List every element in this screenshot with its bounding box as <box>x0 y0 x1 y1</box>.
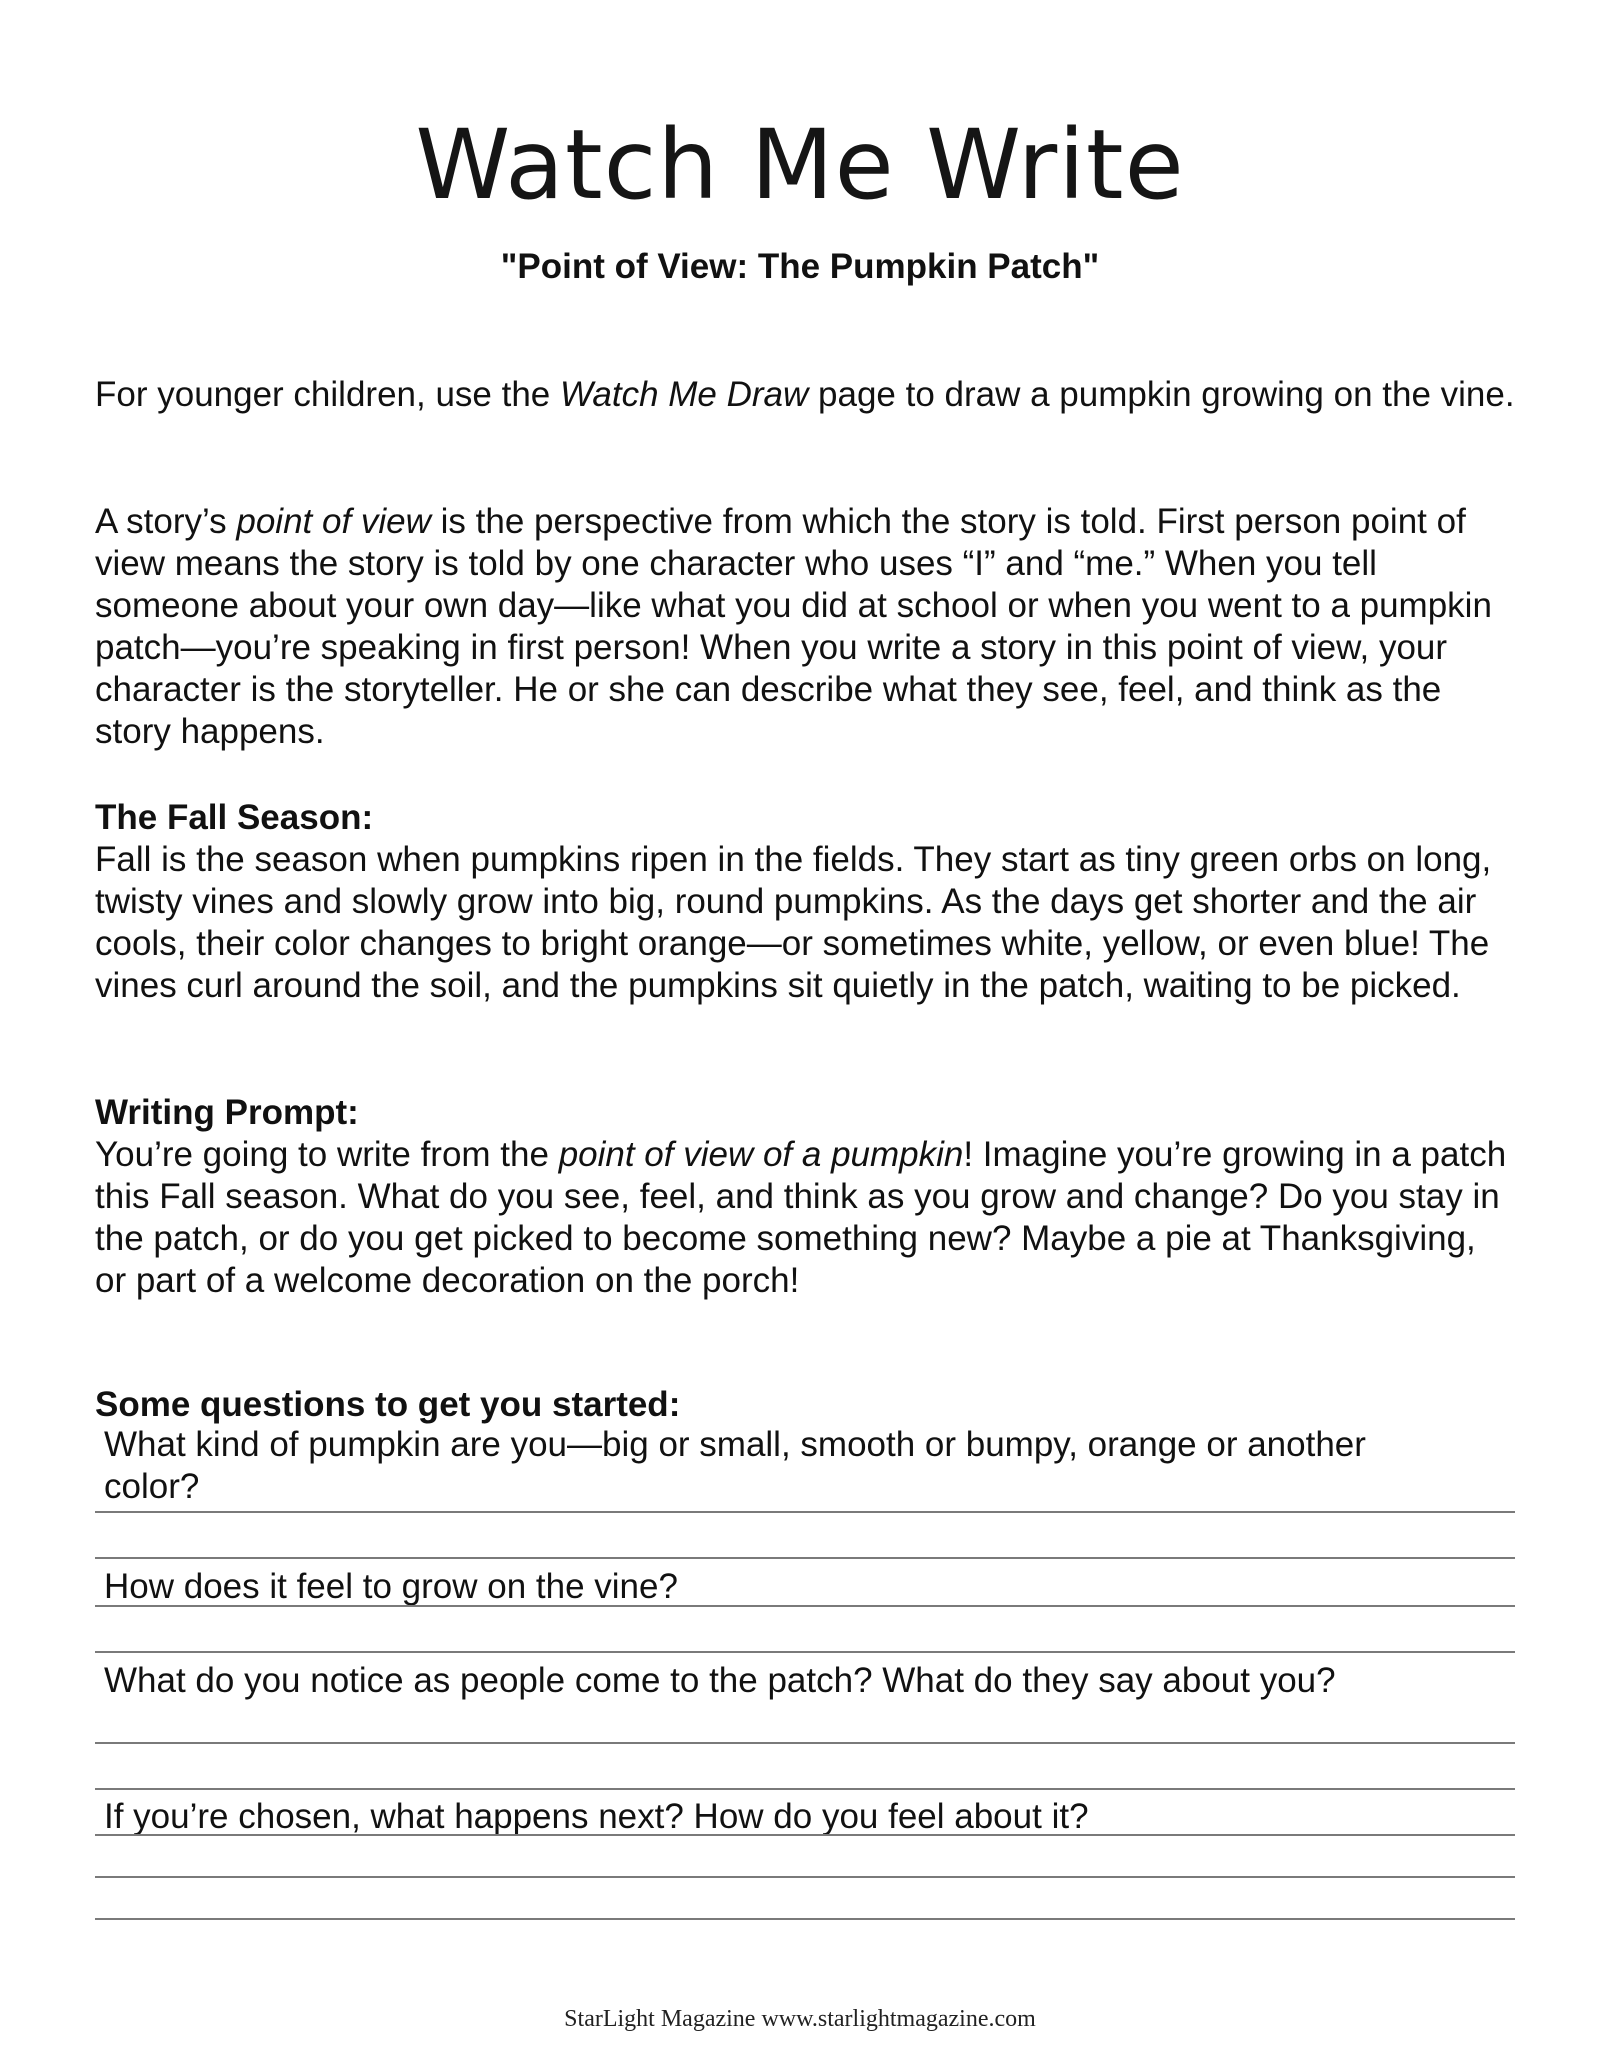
question-3: What do you notice as people come to the patch? What do they say about you? <box>104 1661 1336 1700</box>
writing-line <box>95 1557 1515 1559</box>
writing-prompt-heading: Writing Prompt: <box>95 1093 359 1132</box>
writing-line <box>95 1605 1515 1607</box>
pov-text-italic: point of view <box>236 502 431 541</box>
question-4: If you’re chosen, what happens next? How do you feel about it? <box>104 1797 1089 1836</box>
writing-line <box>95 1651 1515 1653</box>
writing-prompt-section <box>95 1092 1515 1302</box>
writing-line <box>95 1511 1515 1513</box>
pov-text-before: A story’s <box>95 502 237 541</box>
writing-line <box>95 1788 1515 1790</box>
intro-text-before: For younger children, use the <box>95 375 560 414</box>
fall-season-text: Fall is the season when pumpkins ripen in the fields. They start as tiny green orbs on long, twisty vines and slowly grow into big, round pumpkins. As the days get shorter and the air cools, their color changes to bright orange—or sometimes white, yellow, or even blue! The vines curl around the soil, and the pumpkins sit quietly in the patch, waiting to be picked. <box>95 840 1492 1005</box>
fall-season-heading: The Fall Season: <box>95 798 374 837</box>
fall-season-section <box>95 797 1515 1007</box>
writing-line <box>95 1918 1515 1920</box>
footer-credit: StarLight Magazine www.starlightmagazine.com <box>564 2006 1036 2032</box>
prompt-text-after: ! Imagine you’re growing in a patch this Fall season. What do you see, feel, and think as you grow and change? Do you stay in the patch, or do you get picked to become something new? Maybe a pie at Thanksgiving, or part of a welcome decoration on the porch! <box>95 1135 1507 1300</box>
point-of-view-paragraph <box>95 501 1515 753</box>
pov-text-after: is the perspective from which the story is told. First person point of view means the story is told by one character who uses “I” and “me.” When you tell someone about your own day—like what you did at school or when you went to a pumpkin patch—you’re speaking in first person! When you write a story in this point of view, your character is the storyteller. He or she can describe what they see, feel, and think as the story happens. <box>95 502 1492 751</box>
writing-line <box>95 1876 1515 1878</box>
prompt-text-italic: point of view of a pumpkin <box>558 1135 964 1174</box>
questions-heading: Some questions to get you started: <box>95 1385 681 1424</box>
writing-line <box>95 1742 1515 1744</box>
intro-text-after: page to draw a pumpkin growing on the vine. <box>808 375 1515 414</box>
prompt-text-before: You’re going to write from the <box>95 1135 559 1174</box>
question-2: How does it feel to grow on the vine? <box>104 1567 678 1606</box>
question-1: What kind of pumpkin are you—big or small, smooth or bumpy, orange or another color? <box>104 1425 1366 1506</box>
intro-text-italic: Watch Me Draw <box>559 375 809 414</box>
intro-paragraph <box>95 374 1515 416</box>
page-title: Watch Me Write <box>415 109 1185 221</box>
page-subtitle: "Point of View: The Pumpkin Patch" <box>500 247 1100 286</box>
writing-line <box>95 1834 1515 1836</box>
